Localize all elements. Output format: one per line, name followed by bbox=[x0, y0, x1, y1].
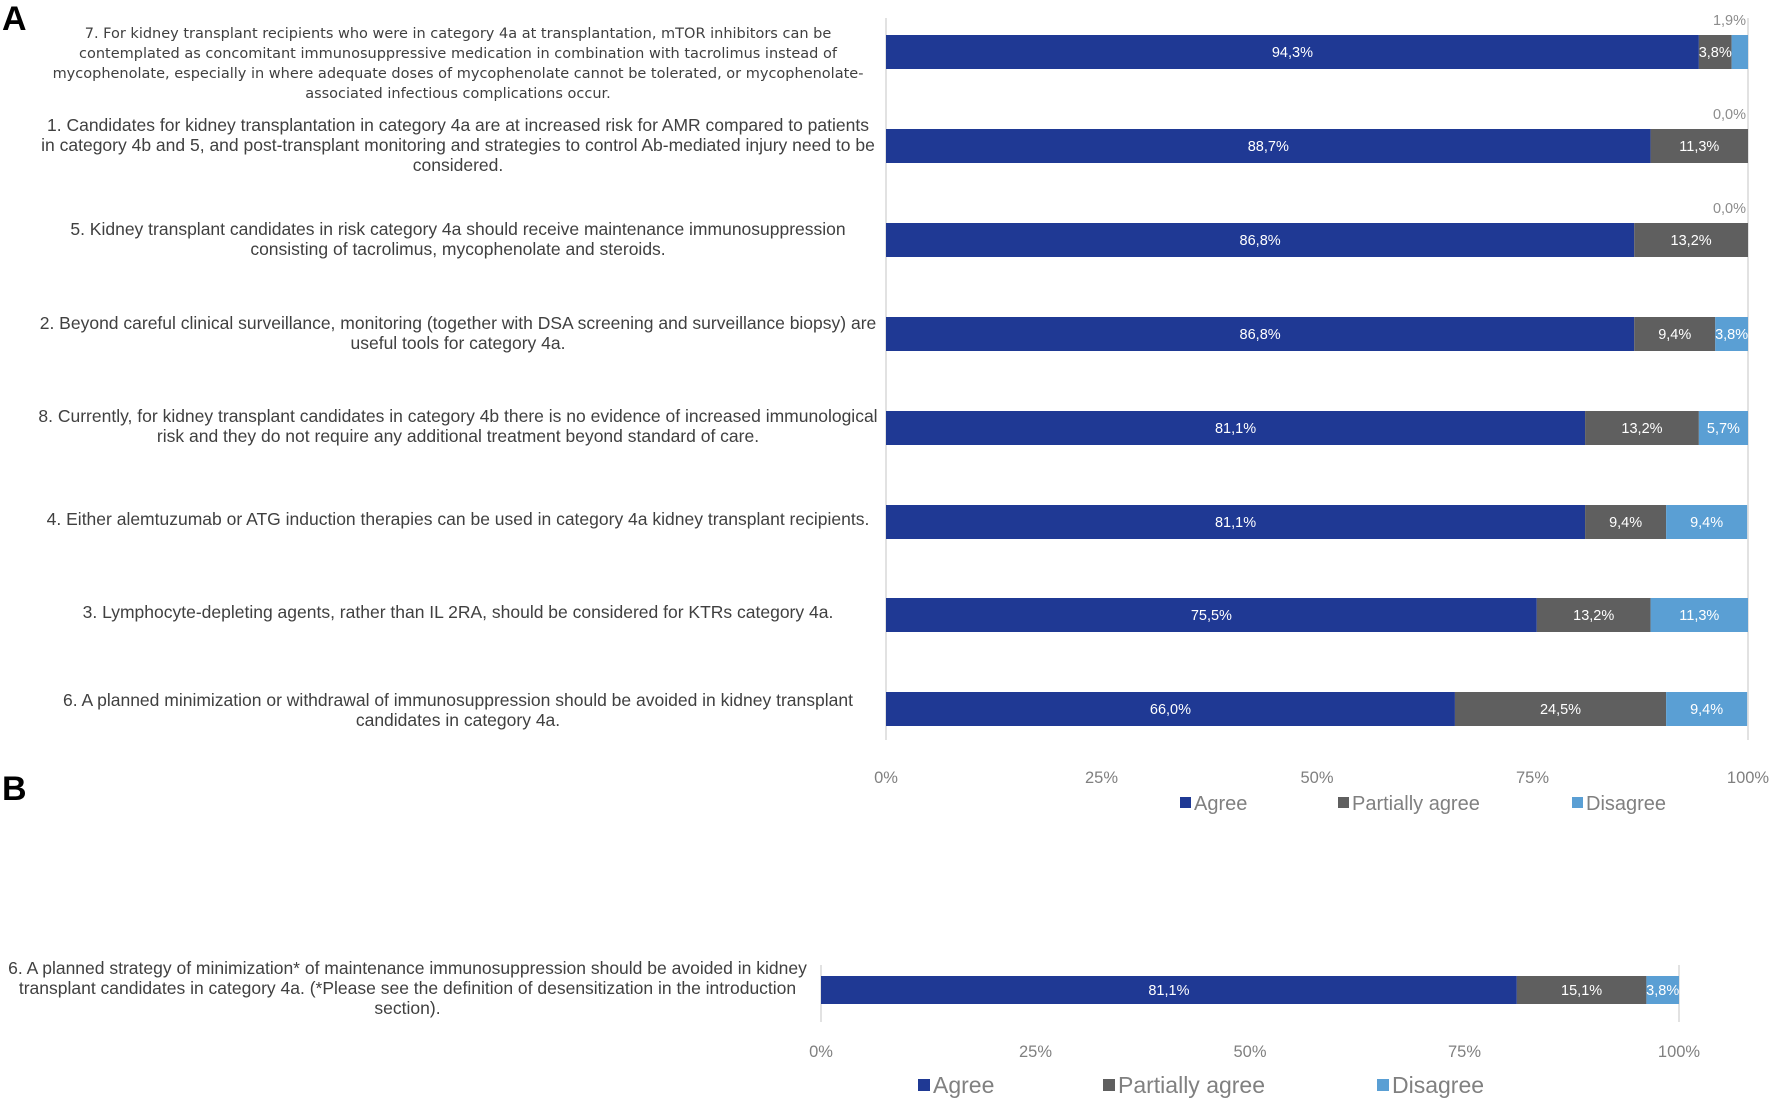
data-label: 15,1% bbox=[1561, 983, 1603, 999]
data-label: 3,8% bbox=[1646, 983, 1680, 999]
data-label: 86,8% bbox=[1239, 327, 1281, 343]
data-label: 13,2% bbox=[1573, 608, 1615, 624]
data-label: 24,5% bbox=[1539, 702, 1582, 718]
data-label: 0,0% bbox=[1712, 201, 1746, 217]
data-label: 3,8% bbox=[1715, 327, 1749, 343]
x-tick-label: 25% bbox=[1084, 769, 1119, 787]
statement-label: 5. Kidney transplant candidates in risk category 4a should receive maintenance immunosuppression consisting of tacrolimus, mycophenolate and steroids. bbox=[70, 219, 846, 259]
data-label: 86,8% bbox=[1239, 233, 1281, 249]
x-tick-label: 100% bbox=[1726, 769, 1770, 787]
legend-swatch bbox=[1103, 1079, 1115, 1091]
data-label: 81,1% bbox=[1214, 421, 1257, 437]
chart-panel-a bbox=[874, 13, 1769, 815]
legend-swatch bbox=[1377, 1079, 1389, 1091]
bar-segment-disagree bbox=[1732, 35, 1748, 69]
data-label: 9,4% bbox=[1690, 702, 1724, 718]
x-tick-label: 0% bbox=[874, 769, 898, 787]
data-label: 3,8% bbox=[1698, 45, 1732, 61]
statement-label: 6. A planned minimization or withdrawal of immunosuppression should be avoided in kidney transplant candidates in category 4a. bbox=[63, 690, 853, 730]
legend-swatch bbox=[1180, 797, 1191, 808]
x-tick-label: 50% bbox=[1233, 1043, 1267, 1061]
statement-label: 7. For kidney transplant recipients who were in category 4a at transplantation, mTOR inhibitors can be contemplated as concomitant immunosuppressive medication in combination with tacrolimus instead of mycophenolate, especially in where adequate doses of mycophenolate cannot be tolerated, or mycophenolate-associated infectious complications occur. bbox=[52, 26, 864, 102]
statement-label: 2. Beyond careful clinical surveillance, monitoring (together with DSA screening and surveillance biopsy) are useful tools for category 4a. bbox=[39, 313, 877, 353]
statement-label: 8. Currently, for kidney transplant candidates in category 4b there is no evidence of increased immunological risk and they do not require any additional treatment beyond standard of care. bbox=[38, 406, 878, 446]
data-label: 13,2% bbox=[1621, 421, 1663, 437]
data-label: 1,9% bbox=[1712, 13, 1746, 29]
statement-label: 3. Lymphocyte-depleting agents, rather than IL 2RA, should be considered for KTRs category 4a. bbox=[82, 602, 834, 622]
legend-label: Partially agree bbox=[1352, 793, 1480, 815]
data-label: 9,4% bbox=[1690, 515, 1724, 531]
data-label: 9,4% bbox=[1609, 515, 1643, 531]
panel-label-b: B bbox=[2, 770, 27, 808]
panel-label-a: A bbox=[2, 0, 27, 38]
legend-label: Disagree bbox=[1586, 793, 1667, 815]
x-tick-label: 50% bbox=[1300, 769, 1334, 787]
legend-label: Partially agree bbox=[1118, 1072, 1266, 1098]
data-label: 9,4% bbox=[1658, 327, 1692, 343]
data-label: 75,5% bbox=[1190, 608, 1232, 624]
data-label: 94,3% bbox=[1271, 45, 1313, 61]
data-label: 11,3% bbox=[1679, 608, 1720, 624]
data-label: 0,0% bbox=[1712, 107, 1746, 123]
statement-label: 4. Either alemtuzumab or ATG induction therapies can be used in category 4a kidney transplant recipients. bbox=[46, 509, 870, 529]
legend-label: Agree bbox=[933, 1072, 995, 1098]
data-label: 81,1% bbox=[1148, 983, 1190, 999]
data-label: 13,2% bbox=[1670, 233, 1712, 249]
legend-swatch bbox=[1572, 797, 1583, 808]
data-label: 5,7% bbox=[1706, 421, 1740, 437]
legend-label: Agree bbox=[1194, 793, 1248, 815]
data-label: 88,7% bbox=[1247, 139, 1289, 155]
legend-swatch bbox=[918, 1079, 930, 1091]
x-tick-label: 25% bbox=[1018, 1043, 1053, 1061]
data-label: 66,0% bbox=[1149, 702, 1192, 718]
legend-swatch bbox=[1338, 797, 1349, 808]
data-label: 81,1% bbox=[1214, 515, 1257, 531]
x-tick-label: 100% bbox=[1657, 1043, 1701, 1061]
chart-panel-b bbox=[809, 965, 1700, 1098]
data-label: 11,3% bbox=[1679, 139, 1720, 155]
x-tick-label: 75% bbox=[1447, 1043, 1482, 1061]
legend-label: Disagree bbox=[1392, 1072, 1485, 1098]
statement-label: 6. A planned strategy of minimization* of maintenance immunosuppression should be avoided in kidney transplant candidates in category 4a. (*Please see the definition of desensitization in the introduction section). bbox=[8, 958, 807, 1018]
x-tick-label: 0% bbox=[809, 1043, 833, 1061]
statement-label: 1. Candidates for kidney transplantation in category 4a are at increased risk for AMR compared to patients in category 4b and 5, and post-transplant monitoring and strategies to control Ab-mediated injury need to be considered. bbox=[41, 115, 875, 175]
x-tick-label: 75% bbox=[1515, 769, 1550, 787]
